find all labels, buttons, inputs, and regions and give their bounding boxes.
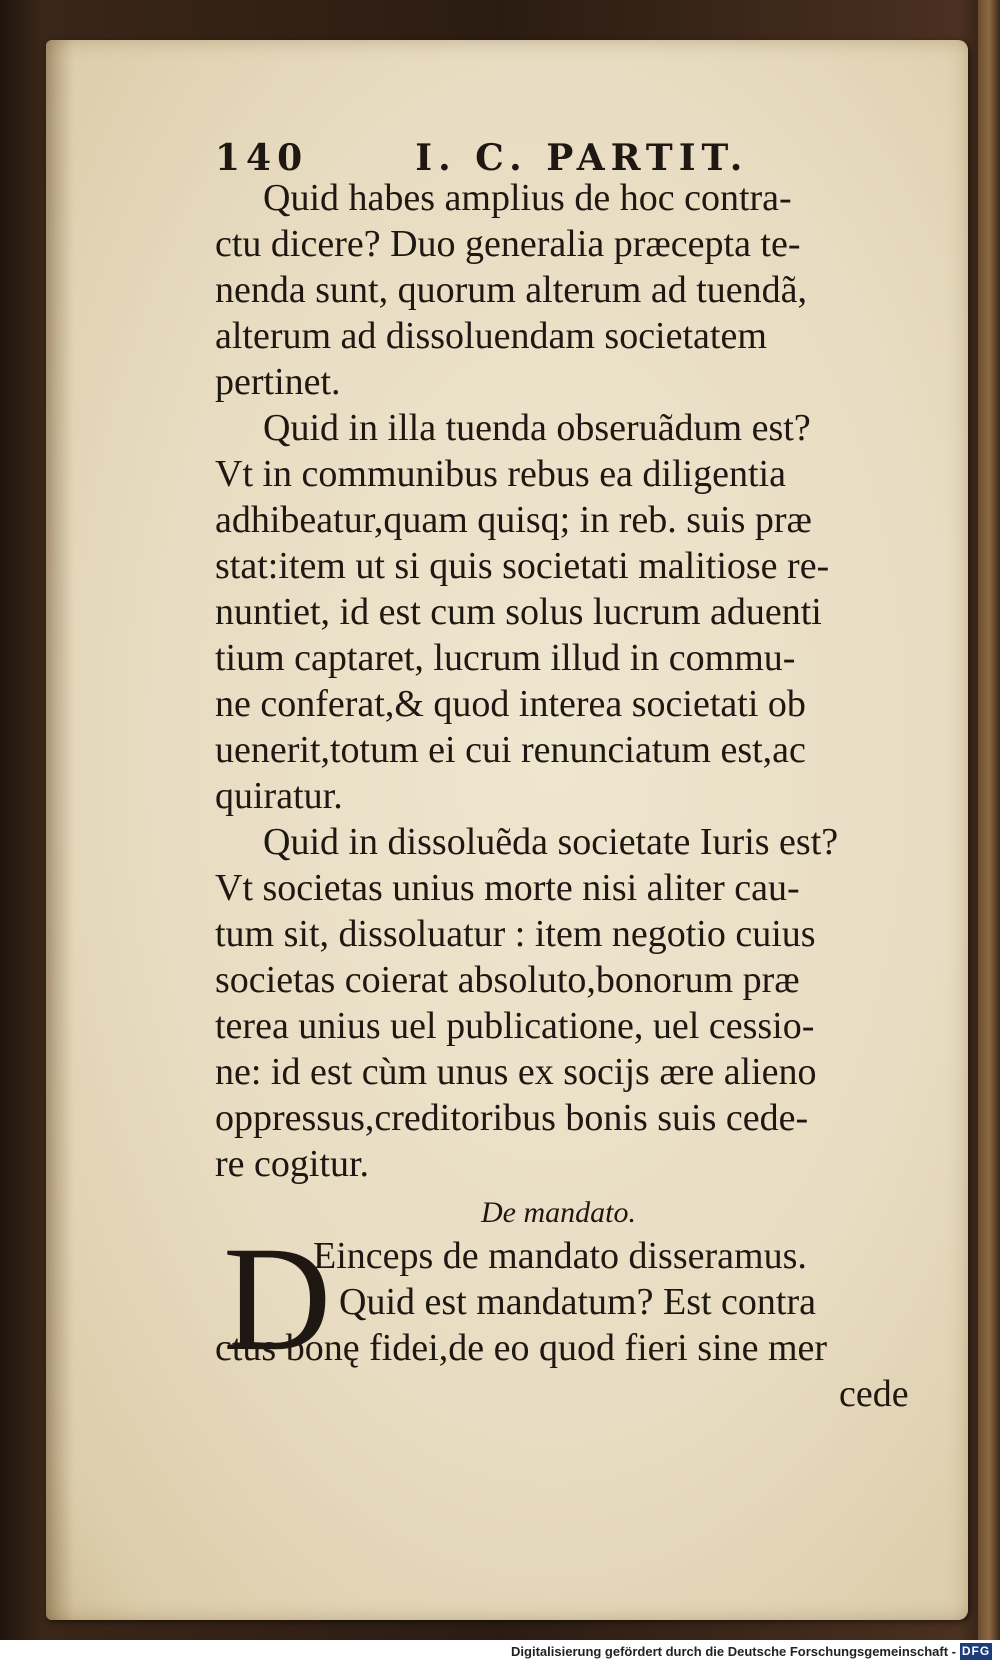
running-header [215, 138, 775, 178]
dfg-logo: DFG [961, 1644, 991, 1658]
page-number: 140 [215, 137, 309, 179]
text-line: nenda sunt, quorum alterum ad tuendã, [215, 269, 808, 311]
text-line: re cogitur. [215, 1143, 370, 1185]
text-line: societas coierat absoluto,bonorum præ [215, 959, 800, 1001]
text-line: Quid est mandatum? Est contra [339, 1281, 816, 1323]
text-line: quiratur. [215, 775, 343, 817]
text-line: Vt societas unius morte nisi aliter cau- [215, 867, 800, 909]
text-line: uenerit,totum ei cui renunciatum est,ac [215, 729, 806, 771]
section-heading: De mandato. [481, 1196, 636, 1229]
text-line: tum sit, dissoluatur : item negotio cuius [215, 913, 816, 955]
text-line: nuntiet, id est cum solus lucrum aduenti [215, 591, 822, 633]
text-line: Quid habes amplius de hoc contra- [263, 177, 792, 219]
text-line: terea unius uel publicatione, uel cessio- [215, 1005, 815, 1047]
drop-cap: D [223, 1216, 332, 1382]
text-line: tium captaret, lucrum illud in commu- [215, 637, 796, 679]
digitization-credit: Digitalisierung gefördert durch die Deutsche Forschungsgemeinschaft - [511, 1644, 956, 1659]
text-line: ne: id est cùm unus ex socijs ære alieno [215, 1051, 817, 1093]
text-line: ctus bonę fidei,de eo quod fieri sine mer [215, 1327, 828, 1369]
text-line: ne conferat,& quod interea societati ob [215, 683, 806, 725]
text-line: pertinet. [215, 361, 341, 403]
text-line: adhibeatur,quam quisq; in reb. suis præ [215, 499, 812, 541]
running-title: I. C. PARTIT. [415, 137, 749, 179]
catchword: cede [839, 1373, 909, 1415]
text-line: Quid in dissoluẽda societate Iuris est? [263, 821, 839, 863]
page-gutter-shadow [46, 40, 74, 1620]
page-edge-right [978, 0, 1000, 1640]
text-line: Einceps de mandato disseramus. [313, 1235, 807, 1277]
text-line: alterum ad dissoluendam societatem [215, 315, 767, 357]
text-line: ctu dicere? Duo generalia præcepta te- [215, 223, 801, 265]
text-line: Quid in illa tuenda obseruãdum est? [263, 407, 811, 449]
text-line: stat:item ut si quis societati malitiose re- [215, 545, 830, 587]
text-line: Vt in communibus rebus ea diligentia [215, 453, 786, 495]
text-line: oppressus,creditoribus bonis suis cede- [215, 1097, 809, 1139]
